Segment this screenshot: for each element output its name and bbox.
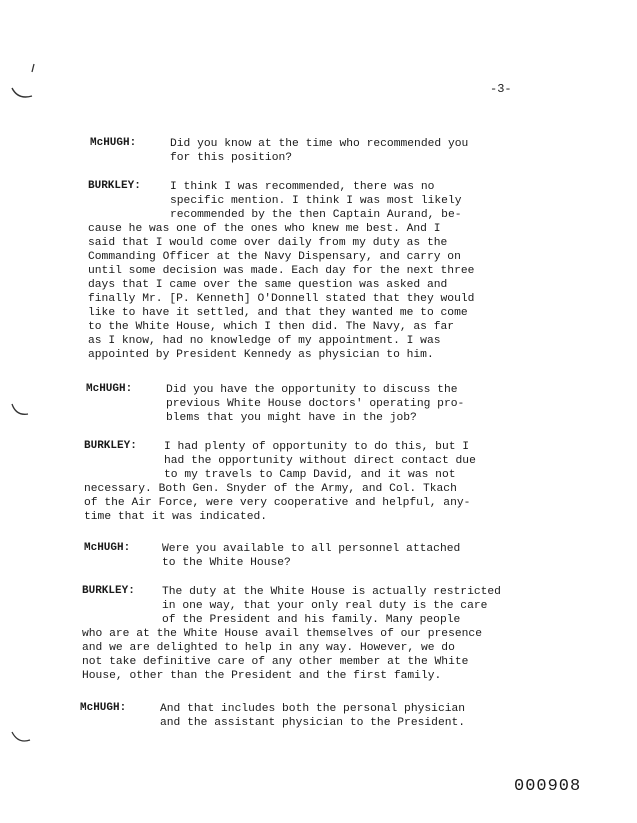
text-line: like to have it settled, and that they wanted me to come — [88, 307, 468, 319]
text-line: said that I would come over daily from my duty as the — [88, 237, 448, 249]
text-line: finally Mr. [P. Kenneth] O'Donnell stated that they would — [88, 293, 475, 305]
speaker-label: BURKLEY: — [84, 440, 137, 452]
text-line: appointed by President Kennedy as physician to him. — [88, 349, 434, 361]
text-line: Did you have the opportunity to discuss the — [166, 384, 458, 396]
text-line: as I know, had no knowledge of my appointment. I was — [88, 335, 441, 347]
text-line: who are at the White House avail themselves of our presence — [82, 628, 482, 640]
text-line: and we are delighted to help in any way. However, we do — [82, 642, 455, 654]
text-line: Were you available to all personnel attached — [162, 543, 461, 555]
text-line: And that includes both the personal physician — [160, 703, 466, 715]
text-line: recommended by the then Captain Aurand, be- — [170, 209, 462, 221]
text-line: Commanding Officer at the Navy Dispensary, and carry on — [88, 251, 461, 263]
text-line: until some decision was made. Each day for the next three — [88, 265, 475, 277]
speaker-label: McHUGH: — [80, 702, 127, 714]
text-line: to the White House, which I then did. The Navy, as far — [88, 321, 455, 333]
document-stamp: 000908 — [514, 777, 582, 796]
text-line: of the Air Force, were very cooperative and helpful, any- — [84, 497, 471, 509]
text-line: The duty at the White House is actually restricted — [162, 586, 501, 598]
margin-mark-icon — [8, 60, 38, 104]
speaker-label: McHUGH: — [90, 137, 137, 149]
text-line: Did you know at the time who recommended you — [170, 138, 469, 150]
text-line: I had plenty of opportunity to do this, but I — [164, 441, 470, 453]
text-line: days that I came over the same question was asked and — [88, 279, 448, 291]
text-line: for this position? — [170, 152, 293, 164]
text-line: cause he was one of the ones who knew me best. And I — [88, 223, 441, 235]
text-line: to my travels to Camp David, and it was not — [164, 469, 456, 481]
page-number: -3- — [490, 82, 512, 96]
text-line: specific mention. I think I was most likely — [170, 195, 462, 207]
text-line: and the assistant physician to the President. — [160, 717, 466, 729]
speaker-label: BURKLEY: — [88, 180, 141, 192]
text-line: had the opportunity without direct contact due — [164, 455, 476, 467]
text-line: of the President and his family. Many people — [162, 614, 461, 626]
text-line: time that it was indicated. — [84, 511, 268, 523]
text-line: in one way, that your only real duty is the care — [162, 600, 488, 612]
text-line: to the White House? — [162, 557, 291, 569]
text-line: I think I was recommended, there was no — [170, 181, 435, 193]
speaker-label: McHUGH: — [86, 383, 133, 395]
text-line: not take definitive care of any other member at the White — [82, 656, 469, 668]
text-line: previous White House doctors' operating pro- — [166, 398, 465, 410]
text-line: blems that you might have in the job? — [166, 412, 417, 424]
text-line: necessary. Both Gen. Snyder of the Army, and Col. Tkach — [84, 483, 457, 495]
margin-mark-icon — [8, 728, 34, 748]
text-line: House, other than the President and the first family. — [82, 670, 442, 682]
margin-mark-icon — [8, 400, 32, 422]
speaker-label: BURKLEY: — [82, 585, 135, 597]
speaker-label: McHUGH: — [84, 542, 131, 554]
